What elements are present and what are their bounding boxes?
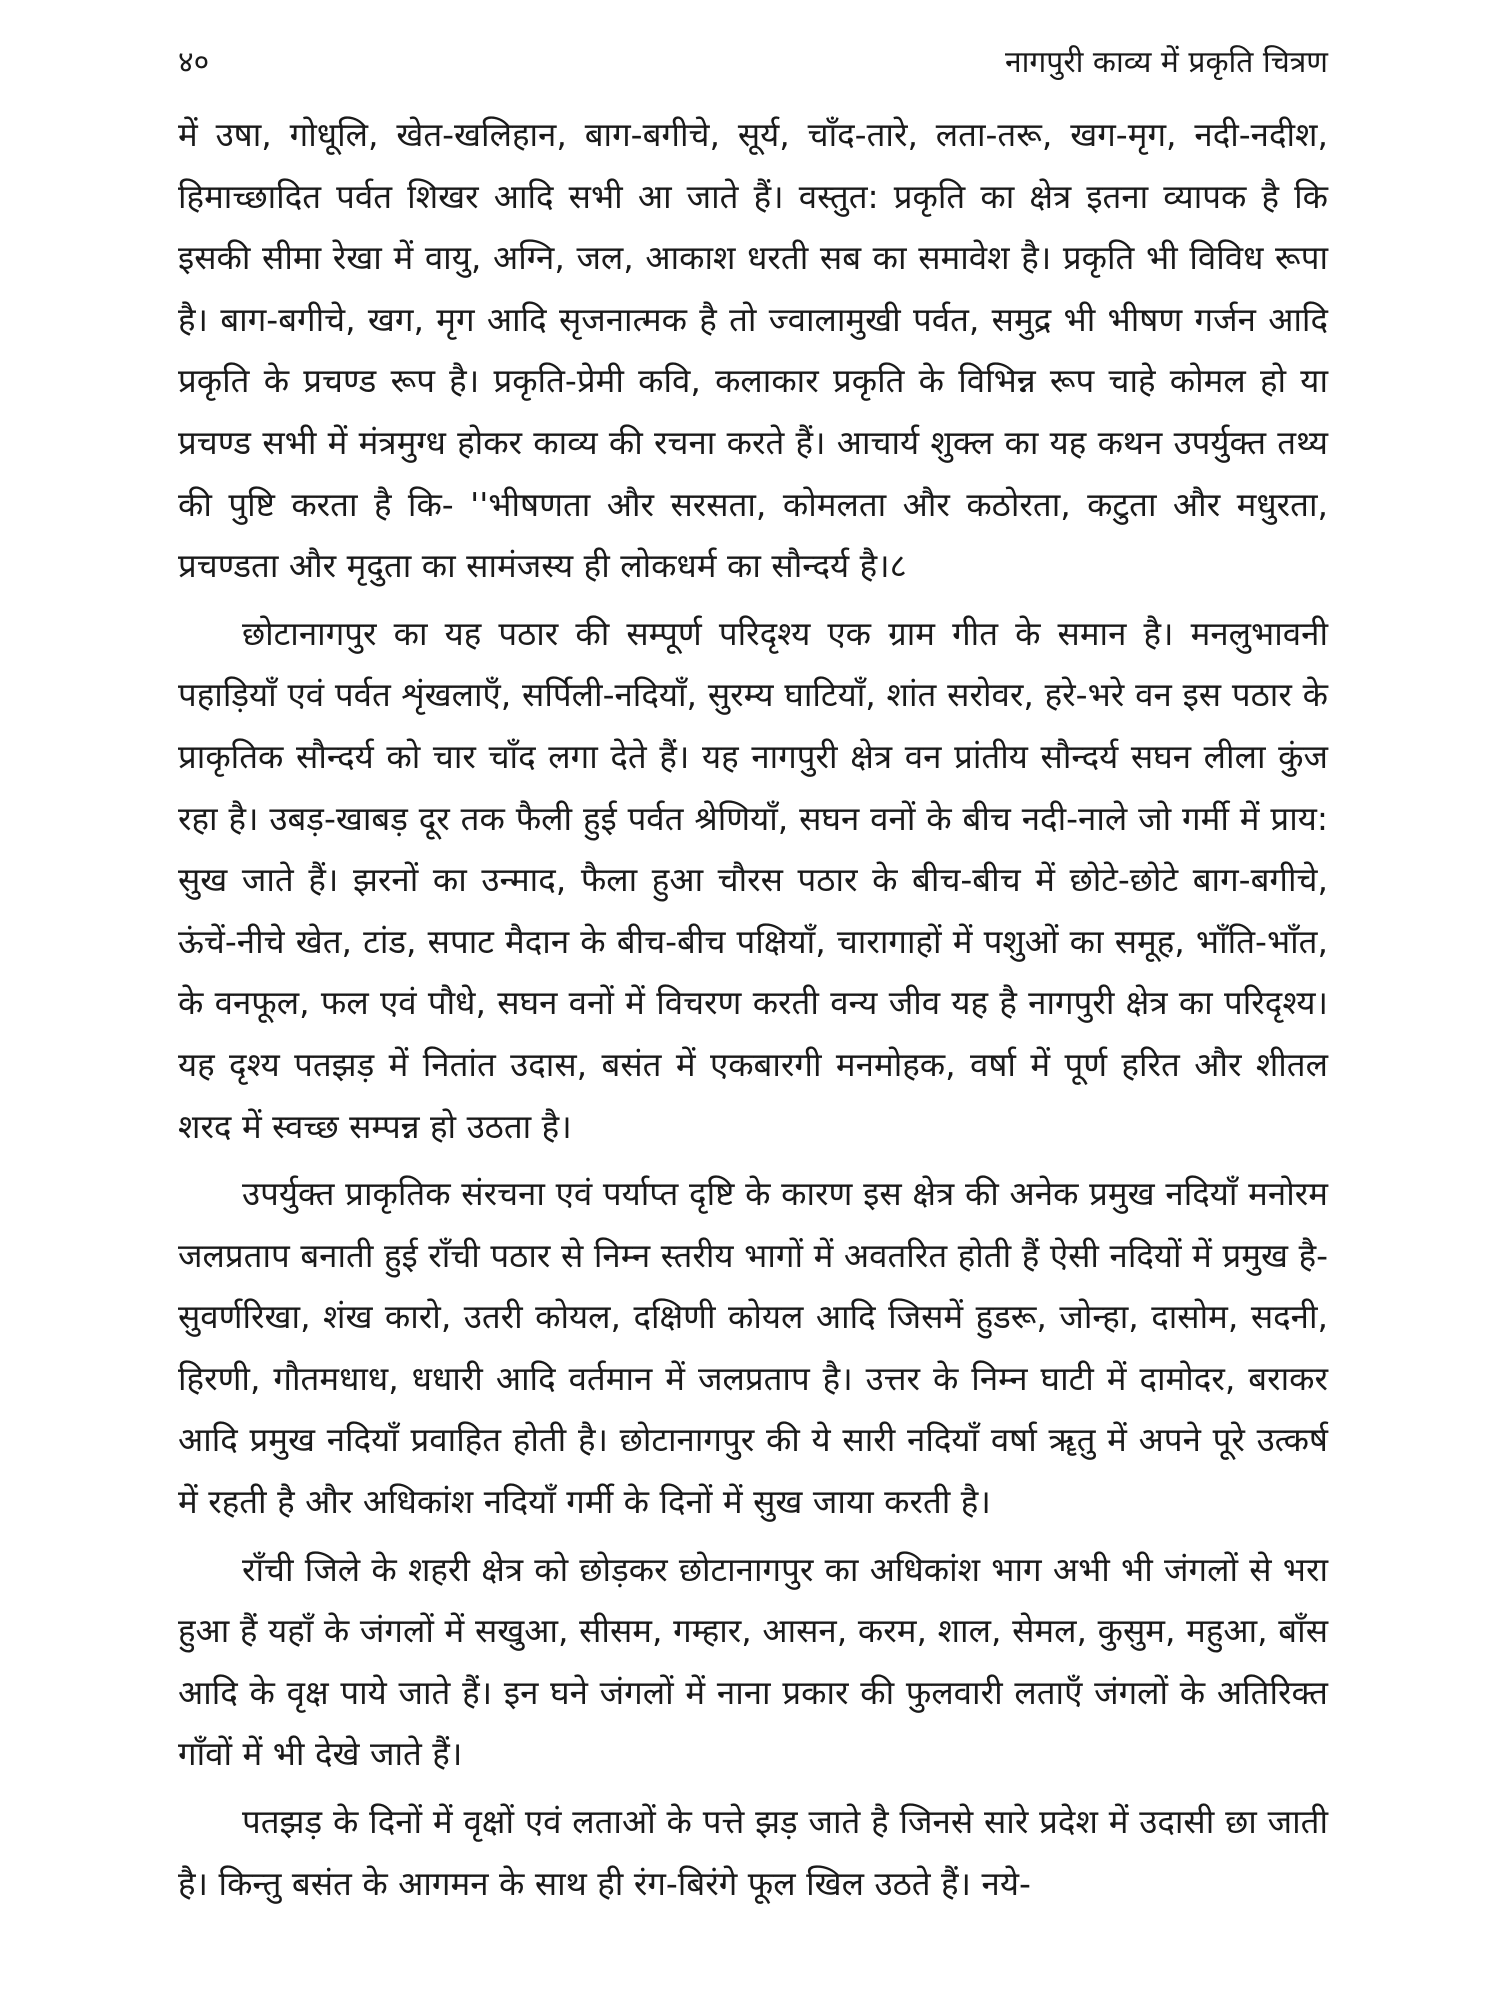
page-header [178, 30, 1328, 90]
paragraph: छोटानागपुर का यह पठार की सम्पूर्ण परिदृश्य एक ग्राम गीत के समान है। मनलुभावनी पहाड़ियाँ एवं पर्वत शृंखलाएँ, सर्पिली-नदियाँ, सुरम्य घाटियाँ, शांत सरोवर, हरे-भरे वन इस पठार के प्राकृतिक सौन्दर्य को चार चाँद लगा देते हैं। यह नागपुरी क्षेत्र वन प्रांतीय सौन्दर्य सघन लीला कुंज रहा है। उबड़-खाबड़ दूर तक फैली हुई पर्वत श्रेणियाँ, सघन वनों के बीच नदी-नाले जो गर्मी में प्राय: सुख जाते हैं। झरनों का उन्माद, फैला हुआ चौरस पठार के बीच-बीच में छोटे-छोटे बाग-बगीचे, ऊंचें-नीचे खेत, टांड, सपाट मैदान के बीच-बीच पक्षियाँ, चारागाहों में पशुओं का समूह, भाँति-भाँत, के वनफूल, फल एवं पौधे, सघन वनों में विचरण करती वन्य जीव यह है नागपुरी क्षेत्र का परिदृश्य। यह दृश्य पतझड़ में नितांत उदास, बसंत में एकबारगी मनमोहक, वर्षा में पूर्ण हरित और शीतल शरद में स्वच्छ सम्पन्न हो उठता है। [178, 613, 1328, 1146]
page-body [178, 104, 1328, 1920]
running-title: नागपुरी काव्य में प्रकृति चित्रण [1005, 44, 1328, 80]
page-number: ४० [178, 44, 210, 80]
paragraph: उपर्युक्त प्राकृतिक संरचना एवं पर्याप्त दृष्टि के कारण इस क्षेत्र की अनेक प्रमुख नदियाँ मनोरम जलप्रताप बनाती हुई राँची पठार से निम्न स्तरीय भागों में अवतरित होती हैं ऐसी नदियों में प्रमुख है- सुवर्णरिखा, शंख कारो, उतरी कोयल, दक्षिणी कोयल आदि जिसमें हुडरू, जोन्हा, दासोम, सदनी, हिरणी, गौतमधाध, धधारी आदि वर्तमान में जलप्रताप है। उत्तर के निम्न घाटी में दामोदर, बराकर आदि प्रमुख नदियाँ प्रवाहित होती है। छोटानागपुर की ये सारी नदियाँ वर्षा ॠतु में अपने पूरे उत्कर्ष में रहती है और अधिकांश नदियाँ गर्मी के दिनों में सुख जाया करती है। [178, 1174, 1328, 1522]
paragraph: राँची जिले के शहरी क्षेत्र को छोड़कर छोटानागपुर का अधिकांश भाग अभी भी जंगलों से भरा हुआ हैं यहाँ के जंगलों में सखुआ, सीसम, गम्हार, आसन, करम, शाल, सेमल, कुसुम, महुआ, बाँस आदि के वृक्ष पाये जाते हैं। इन घने जंगलों में नाना प्रकार की फुलवारी लताएँ जंगलों के अतिरिक्त गाँवों में भी देखे जाते हैं। [178, 1549, 1328, 1774]
paragraph: पतझड़ के दिनों में वृक्षों एवं लताओं के पत्ते झड़ जाते है जिनसे सारे प्रदेश में उदासी छा जाती है। किन्तु बसंत के आगमन के साथ ही रंग-बिरंगे फूल खिल उठते हैं। नये- [178, 1802, 1328, 1903]
paragraph: में उषा, गोधूलि, खेत-खलिहान, बाग-बगीचे, सूर्य, चाँद-तारे, लता-तरू, खग-मृग, नदी-नदीश, हिमाच्छादित पर्वत शिखर आदि सभी आ जाते हैं। वस्तुत: प्रकृति का क्षेत्र इतना व्यापक है कि इसकी सीमा रेखा में वायु, अग्नि, जल, आकाश धरती सब का समावेश है। प्रकृति भी विविध रूपा है। बाग-बगीचे, खग, मृग आदि सृजनात्मक है तो ज्वालामुखी पर्वत, समुद्र भी भीषण गर्जन आदि प्रकृति के प्रचण्ड रूप है। प्रकृति-प्रेमी कवि, कलाकार प्रकृति के विभिन्न रूप चाहे कोमल हो या प्रचण्ड सभी में मंत्रमुग्ध होकर काव्य की रचना करते हैं। आचार्य शुक्ल का यह कथन उपर्युक्त तथ्य की पुष्टि करता है कि- ''भीषणता और सरसता, कोमलता और कठोरता, कटुता और मधुरता, प्रचण्डता और मृदुता का सामंजस्य ही लोकधर्म का सौन्दर्य है।८ [178, 115, 1328, 586]
